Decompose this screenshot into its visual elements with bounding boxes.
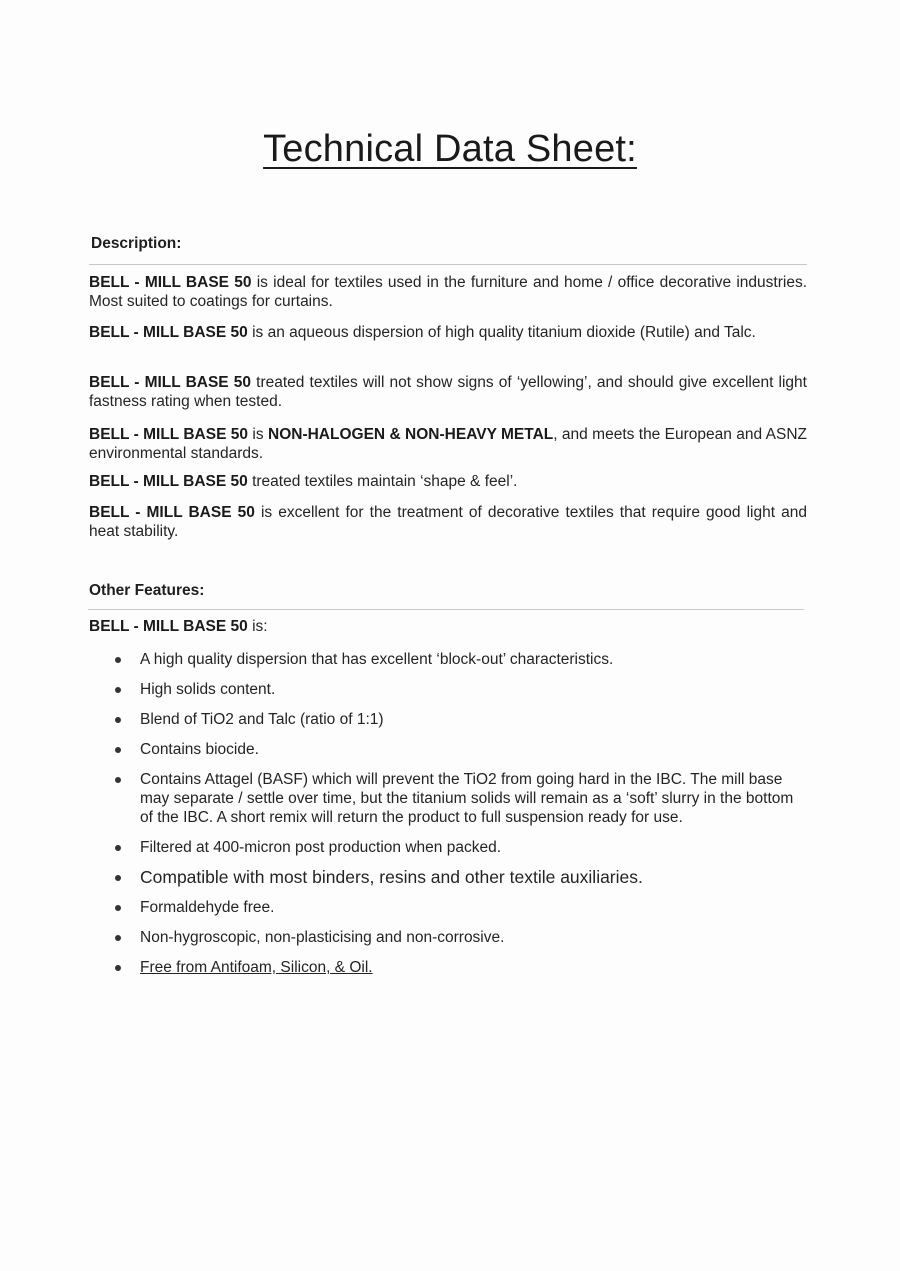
list-item: A high quality dispersion that has excellent ‘block-out’ characteristics. [112,650,802,669]
description-paragraph: BELL - MILL BASE 50 is an aqueous dispersion of high quality titanium dioxide (Rutile) and Talc. [89,324,756,341]
bullet-icon [115,965,121,971]
list-item: Compatible with most binders, resins and other textile auxiliaries. [112,868,802,887]
product-name: BELL - MILL BASE 50 [89,426,249,443]
bullet-icon [115,717,121,723]
list-item: Filtered at 400-micron post production when packed. [112,838,802,857]
product-name: BELL - MILL BASE 50 [89,374,252,391]
list-item: Formaldehyde free. [112,898,802,917]
list-item: Contains biocide. [112,740,802,759]
page-title-text: Technical Data Sheet: [263,128,637,170]
bullet-icon [115,657,121,663]
product-name: BELL - MILL BASE 50 [89,324,248,341]
description-heading: Description: [91,235,182,252]
bullet-icon [115,747,121,753]
list-item: Free from Antifoam, Silicon, & Oil. [112,958,802,977]
product-name: BELL - MILL BASE 50 [89,473,248,490]
bullet-icon [115,845,121,851]
description-paragraph: BELL - MILL BASE 50 treated textiles maintain ‘shape & feel’. [89,473,518,490]
list-item: Blend of TiO2 and Talc (ratio of 1:1) [112,710,802,729]
list-item: High solids content. [112,680,802,699]
product-name: BELL - MILL BASE 50 [89,504,255,521]
description-paragraph: BELL - MILL BASE 50 is excellent for the treatment of decorative textiles that require good light and heat stability. [89,504,807,540]
bullet-icon [115,935,121,941]
bullet-icon [115,875,121,881]
page-title [0,128,900,171]
description-paragraph: BELL - MILL BASE 50 is ideal for textiles used in the furniture and home / office decorative industries. Most suited to coatings for curtains. [89,274,807,310]
compliance-label: NON-HALOGEN & NON-HEAVY METAL [268,426,554,443]
bullet-icon [115,777,121,783]
product-name: BELL - MILL BASE 50 [89,274,252,291]
description-paragraph: BELL - MILL BASE 50 is NON-HALOGEN & NON-HEAVY METAL, and meets the European and ASNZ environmental standards. [89,426,808,462]
list-item: Contains Attagel (BASF) which will prevent the TiO2 from going hard in the IBC. The mill base may separate / settle over time, but the titanium solids will remain as a ‘soft’ slurry in the bottom of the IBC. A short remix will return the product to full suspension ready for use. [112,770,802,827]
other-features-heading: Other Features: [89,582,205,599]
list-item: Non-hygroscopic, non-plasticising and non-corrosive. [112,928,802,947]
bullet-icon [115,905,121,911]
features-intro: BELL - MILL BASE 50 is: [89,618,268,635]
features-list [112,650,802,977]
description-paragraph: BELL - MILL BASE 50 treated textiles will not show signs of ‘yellowing’, and should give excellent light fastness rating when tested. [89,374,807,410]
other-features-divider [88,609,804,610]
bullet-icon [115,687,121,693]
product-name: BELL - MILL BASE 50 [89,618,248,635]
description-divider [89,264,807,265]
